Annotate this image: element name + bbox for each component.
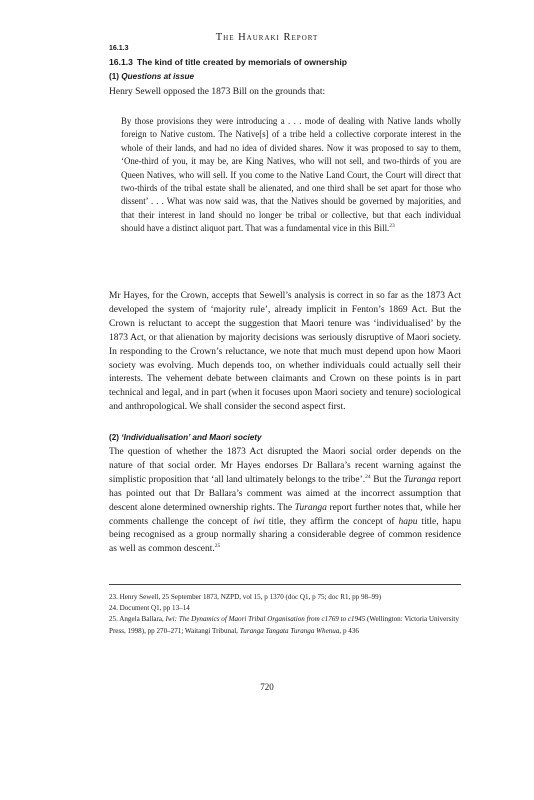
footnote-25-text-a: 25. Angela Ballara, bbox=[109, 615, 166, 624]
para2-text-d: report further notes that, while her comments challenge the concept of bbox=[109, 502, 461, 527]
footnote-25-italic-title: Iwi: The Dynamics of Maori Tribal Organisation from c1769 to c1945 bbox=[165, 615, 366, 624]
subheading-title: ‘Individualisation’ and Maori society bbox=[121, 433, 262, 442]
para2-text-e: title, they affirm the concept of bbox=[264, 516, 399, 527]
paragraph-social-order bbox=[109, 446, 461, 557]
footnote-ref-23[interactable]: 23 bbox=[389, 223, 395, 230]
subheading-title: Questions at issue bbox=[121, 72, 195, 81]
footnote-ref-24[interactable]: 24 bbox=[365, 473, 371, 480]
intro-paragraph bbox=[109, 86, 461, 100]
paragraph-crown-text: Mr Hayes, for the Crown, accepts that Sewell’s analysis is correct in so far as the 1873 Act developed the system of ‘majority rule’, already implicit in Fenton’s 1869 Act. But the Crown is reluctant to accept the suggestion that Maori tenure was ‘individualised’ by the 1873 Act, or that alienation by majority decisions was seriously disruptive of Maori society. In responding to the Crown’s reluctance, we note that much must depend upon how Maori society was evolving. Much depends too, on whether individuals could actually sell their interests. The vehement debate between claimants and Crown on these points is in part technical and legal, and in part (when it focuses upon Maori society and tenure) sociological and anthropological. We shall consider the second aspect first. bbox=[109, 291, 461, 413]
para2-text-f: title, hapu being recognised as a group normally sharing a considerable degree of common residence as well as common descent. bbox=[109, 516, 461, 555]
block-quote bbox=[121, 115, 461, 236]
footnote-25-text-b: (Wellington: Victoria University Press, 1998), pp 270–271; Waitangi Tribunal, bbox=[109, 615, 459, 635]
footnote-23: 23. Henry Sewell, 25 September 1873, NZPD, vol 15, p 1370 (doc Q1, p 75; doc R1, pp 98–99) bbox=[109, 593, 382, 601]
para2-text-b: But the bbox=[370, 474, 404, 485]
footnote-25 bbox=[109, 614, 461, 636]
footnote-divider bbox=[109, 584, 461, 585]
paragraph-crown-view bbox=[109, 290, 461, 415]
para2-text-c: report has pointed out that Dr Ballara’s comment was aimed at the incorrect assumption that descent alone determined ownership rights. The bbox=[109, 474, 461, 513]
footnotes bbox=[109, 592, 461, 637]
subheading-number: (1) bbox=[109, 72, 120, 81]
para2-italic-iwi: iwi bbox=[253, 516, 265, 527]
page-number: 720 bbox=[260, 682, 274, 692]
subheading-number: (2) bbox=[109, 433, 120, 442]
footnote-ref-25[interactable]: 25 bbox=[214, 543, 221, 550]
para2-italic-turanga: Turanga bbox=[403, 474, 436, 485]
section-heading-number: 16.1.3 bbox=[109, 57, 133, 67]
section-number: 16.1.3 bbox=[109, 45, 129, 52]
subheading-individualisation bbox=[109, 433, 262, 442]
footnote-24: 24. Document Q1, pp 13–14 bbox=[109, 604, 190, 613]
section-heading bbox=[109, 57, 439, 67]
footnote-25-text-c: , p 436 bbox=[339, 626, 359, 635]
quote-text: By those provisions they were introducing a . . . mode of dealing with Native lands wholly foreign to Native custom. The Native[s] of a tribe held a collective corporate interest in the whole of their lands, and had no idea of divided shares. Now it was proposed to say to them, ‘One-third of you, it may be, are King Natives, who will not sell, and two-thirds of you are Queen Natives, who will sell. If you come to the Native Land Court, the Court will direct that two-thirds of the tribal estate shall be alienated, and one third shall be set apart for those who dissent’ . . . What was now said was, that the Natives should be governed by majorities, and that their interest in land should no longer be tribal or collective, but that each individual should have a distinct aliquot part. That was a fundamental vice in this Bill. bbox=[121, 116, 461, 234]
para2-italic-hapu: hapu bbox=[398, 516, 418, 527]
running-head: The Hauraki Report bbox=[215, 32, 319, 43]
section-heading-text: The kind of title created by memorials of ownership bbox=[136, 57, 348, 67]
intro-text: Henry Sewell opposed the 1873 Bill on the grounds that: bbox=[109, 87, 326, 97]
footnote-25-italic-report: Turanga Tangata Turanga Whenua bbox=[239, 626, 340, 635]
subheading-questions bbox=[109, 72, 194, 81]
para2-italic-turanga-2: Turanga bbox=[294, 502, 327, 513]
para2-text-a: The question of whether the 1873 Act disrupted the Maori social order depends on the nature of that social order. Mr Hayes endorses Dr Ballara’s recent warning against the simplistic proposition that ‘all land ultimately belongs to the tribe’. bbox=[109, 447, 461, 485]
